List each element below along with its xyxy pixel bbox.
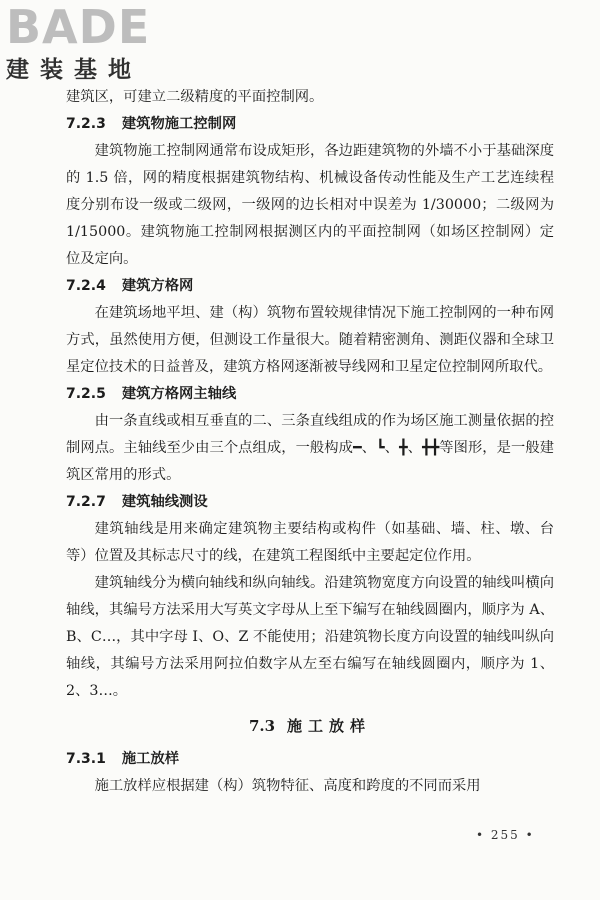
heading-title: 施工放样: [121, 751, 180, 767]
heading-7-2-5: [66, 381, 554, 408]
heading-number: 7.2.5: [66, 386, 106, 402]
heading-7-2-7: [66, 489, 554, 516]
logo-subtitle: 建装基地: [6, 57, 142, 83]
paragraph-layout: 施工放样应根据建（构）筑物特征、高度和跨度的不同而采用: [94, 778, 481, 794]
heading-title: 建筑物施工控制网: [121, 116, 237, 132]
heading-title: 建筑轴线测设: [121, 494, 208, 510]
heading-title: 建筑方格网: [121, 278, 194, 294]
bade-logo: [6, 2, 176, 84]
section-title: 施工放样: [287, 717, 372, 735]
heading-number: 7.3.1: [66, 751, 106, 767]
paragraph-square-grid: 在建筑场地平坦、建（构）筑物布置较规律情况下施工控制网的一种布网方式，虽然使用方便，但测设工作量很大。随着精密测角、测距仪器和全球卫星定位技术的日益普及，建筑方格网逐渐被导线网和卫星定位控制网所取代。: [66, 305, 554, 375]
paragraph-axis-definition: 建筑轴线是用来确定建筑物主要结构或构件（如基础、墙、柱、墩、台等）位置及其标志尺寸的线，在建筑工程图纸中主要起定位作用。: [66, 521, 554, 564]
heading-7-2-4: [66, 273, 554, 300]
section-number: 7.3: [248, 717, 276, 735]
page-number: • 255 •: [476, 828, 535, 842]
paragraph-control-network: 建筑物施工控制网通常布设成矩形，各边距建筑物的外墙不小于基础深度的 1.5 倍，网的精度根据建筑物结构、机械设备传动性能及生产工艺连续程度分别布设一级或二级网，一级网的边长相对中误差为 1/30000；二级网为 1/15000。建筑物施工控制网根据测区内的平面控制网（如场区控制网）定位及定向。: [66, 143, 554, 267]
heading-number: 7.2.3: [66, 116, 106, 132]
heading-7-2-3: [66, 111, 554, 138]
section-heading-7-3: [66, 713, 554, 740]
page-body: [66, 84, 554, 800]
heading-number: 7.2.4: [66, 278, 106, 294]
heading-title: 建筑方格网主轴线: [121, 386, 237, 402]
paragraph-continued: 建筑区，可建立二级精度的平面控制网。: [66, 89, 324, 105]
heading-number: 7.2.7: [66, 494, 106, 510]
paragraph-axis-numbering: 建筑轴线分为横向轴线和纵向轴线。沿建筑物宽度方向设置的轴线叫横向轴线，其编号方法采用大写英文字母从上至下编写在轴线圆圈内，顺序为 A、B、C…，其中字母 I、O、Z 不能使用；沿建筑物长度方向设置的轴线叫纵向轴线，其编号方法采用阿拉伯数字从左至右编写在轴线圆圈内，顺序为 1、2、3…。: [66, 575, 554, 699]
paragraph-main-axis: 由一条直线或相互垂直的二、三条直线组成的作为场区施工测量依据的控制网点。主轴线至少由三个点组成，一般构成━、┗、╋、╋╋等图形，是一般建筑区常用的形式。: [66, 413, 554, 483]
heading-7-3-1: [66, 746, 554, 773]
logo-mark: BADE: [6, 0, 151, 54]
